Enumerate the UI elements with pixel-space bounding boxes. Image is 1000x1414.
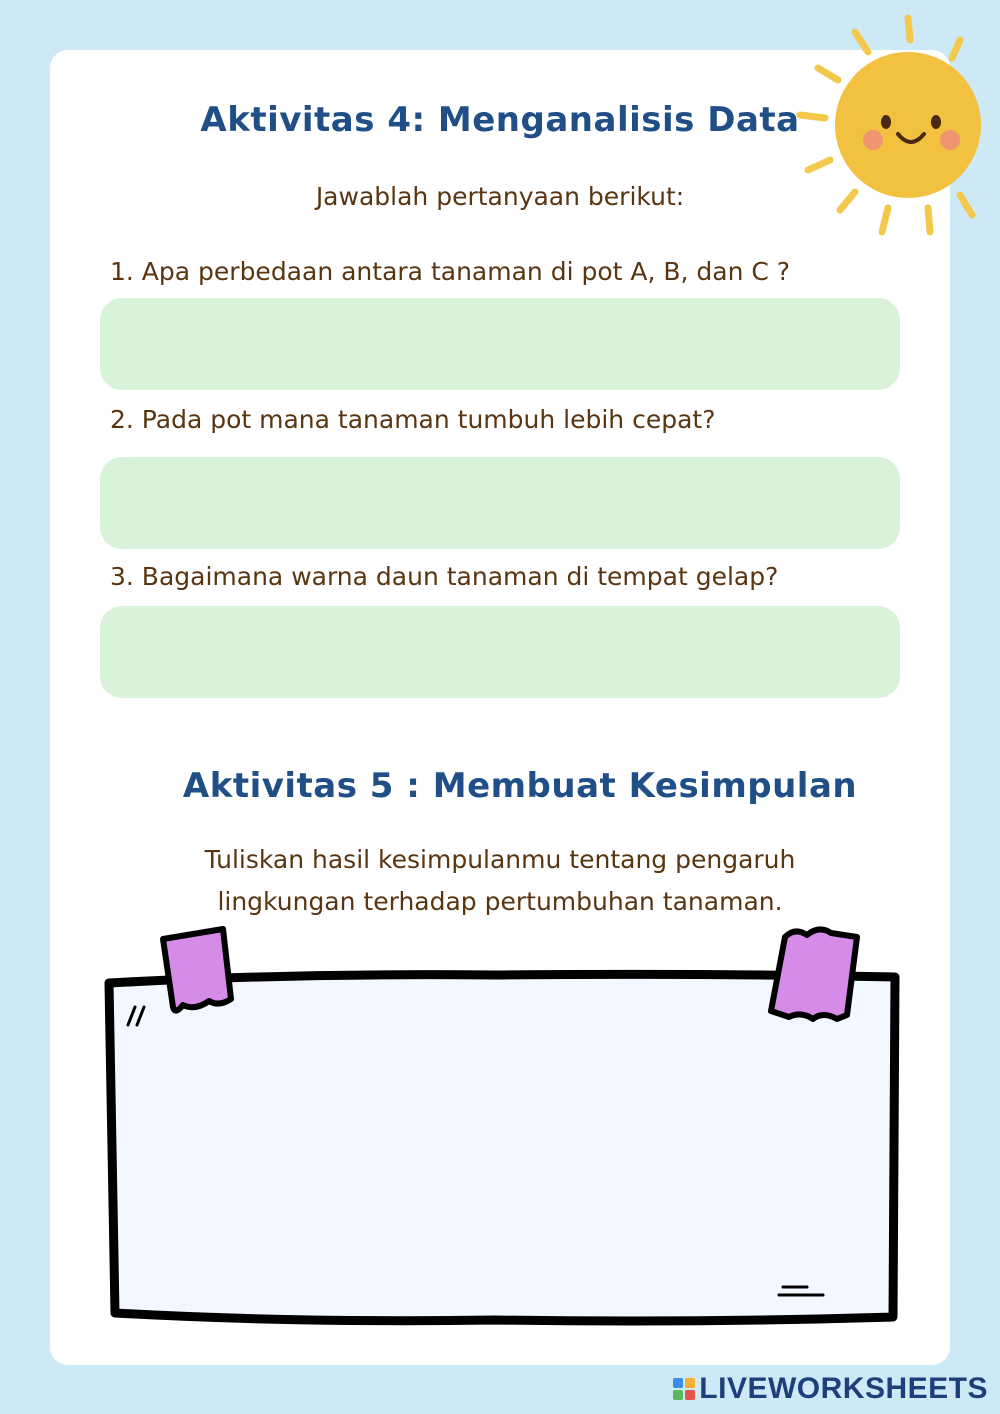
activity4-title: Aktivitas 4: Menganalisis Data [200,100,800,140]
answer-3-input[interactable] [100,606,900,698]
activity5-title: Aktivitas 5 : Membuat Kesimpulan [182,766,858,806]
activity5-instruction-line2: lingkungan terhadap pertumbuhan tanaman. [217,887,783,916]
question-2: 2. Pada pot mana tanaman tumbuh lebih cepat? [110,405,716,434]
answer-2-input[interactable] [100,457,900,549]
answer-1-input[interactable] [100,298,900,390]
footer-brand-text: LIVEWORKSHEETS [699,1372,988,1405]
activity5-instruction-line1: Tuliskan hasil kesimpulanmu tentang pengaruh [204,845,796,874]
tape-left-icon [163,929,231,1011]
question-1: 1. Apa perbedaan antara tanaman di pot A, B, dan C ? [110,257,791,286]
footer-brand [673,1372,988,1406]
liveworksheets-logo-icon [673,1378,695,1400]
activity4-instruction: Jawablah pertanyaan berikut: [315,182,685,211]
conclusion-textarea[interactable] [125,1000,879,1304]
question-3: 3. Bagaimana warna daun tanaman di tempat gelap? [110,562,779,591]
